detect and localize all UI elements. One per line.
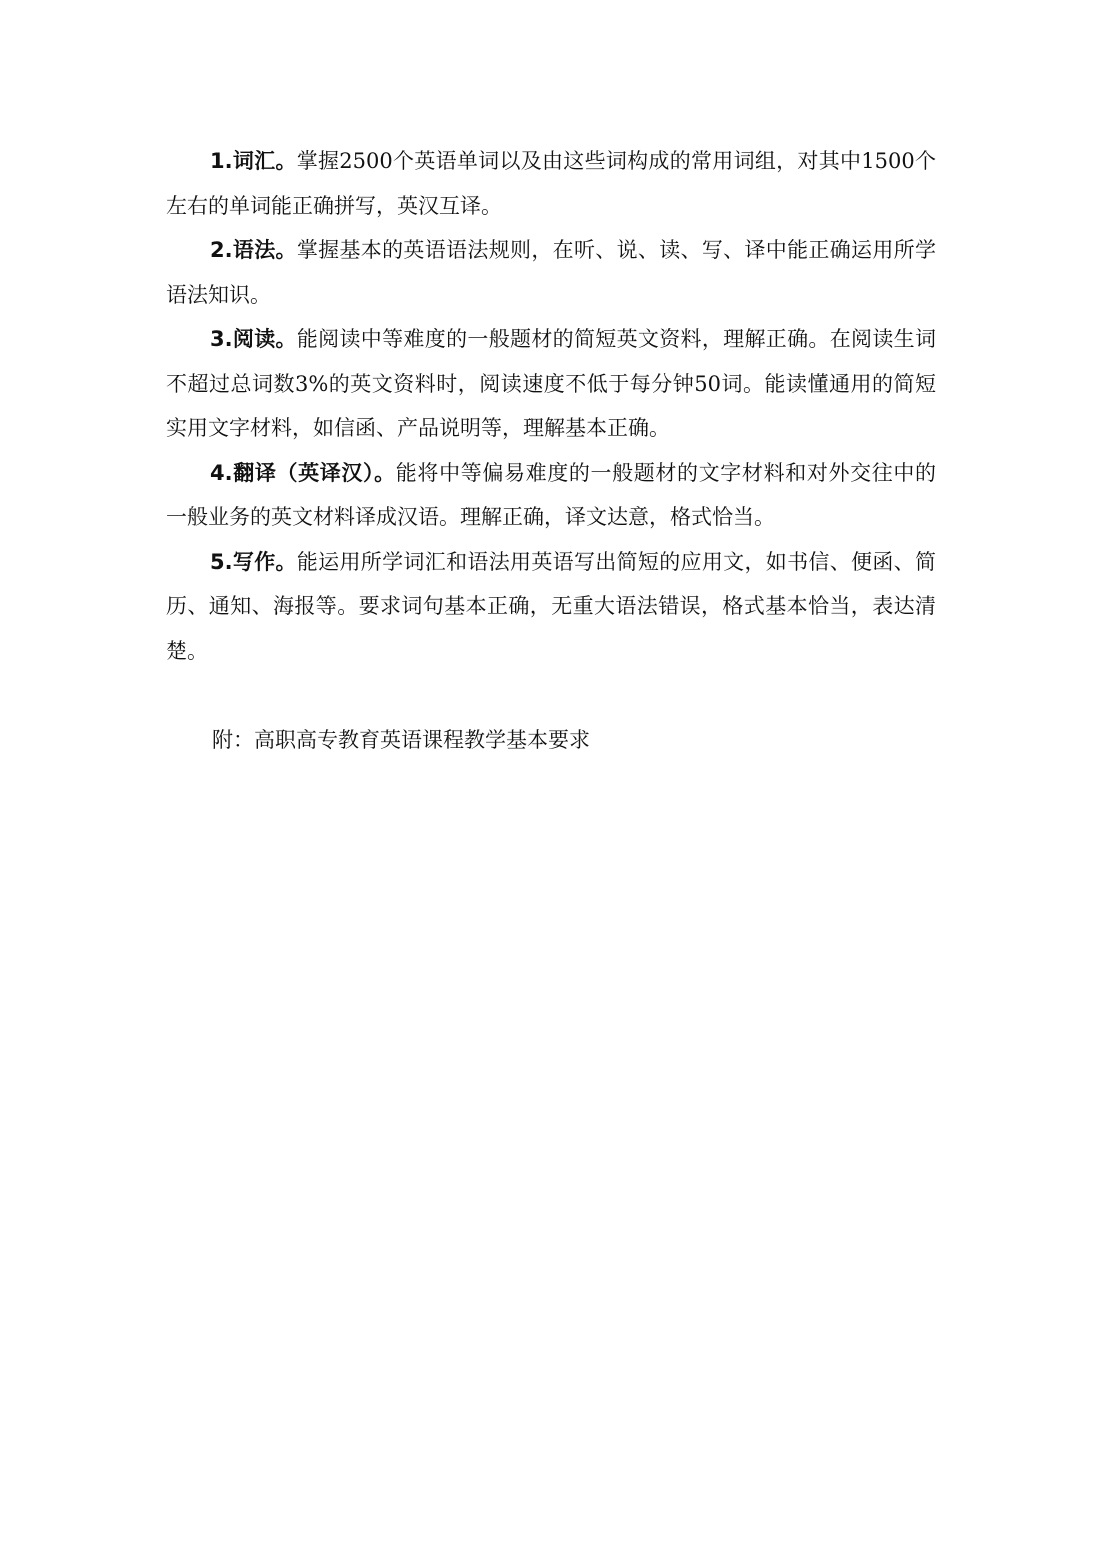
item-vocabulary xyxy=(166,139,936,228)
item-grammar xyxy=(166,228,936,317)
item-body: 掌握2500个英语单词以及由这些词构成的常用词组，对其中1500个左右的单词能正确拼写，英汉互译。 xyxy=(166,149,936,218)
item-heading: 3.阅读。 xyxy=(210,327,297,351)
item-reading xyxy=(166,317,936,451)
item-body: 能运用所学词汇和语法用英语写出简短的应用文，如书信、便函、简历、通知、海报等。要求词句基本正确，无重大语法错误，格式基本恰当，表达清楚。 xyxy=(166,549,937,663)
item-heading: 5.写作。 xyxy=(210,549,297,574)
item-translation xyxy=(166,451,936,540)
item-writing xyxy=(166,540,936,674)
item-body: 能将中等偏易难度的一般题材的文字材料和对外交往中的一般业务的英文材料译成汉语。理解正确，译文达意，格式恰当。 xyxy=(166,460,936,529)
requirements-list xyxy=(166,139,936,673)
item-heading: 4.翻译（英译汉）。 xyxy=(210,460,396,485)
item-body: 能阅读中等难度的一般题材的简短英文资料，理解正确。在阅读生词不超过总词数3%的英文资料时，阅读速度不低于每分钟50词。能读懂通用的简短实用文字材料，如信函、产品说明等，理解基本正确。 xyxy=(166,327,937,440)
item-heading: 1.词汇。 xyxy=(210,149,297,173)
appendix-note: 附：高职高专教育英语课程教学基本要求 xyxy=(212,728,590,752)
item-heading: 2.语法。 xyxy=(210,238,297,262)
item-body: 掌握基本的英语语法规则，在听、说、读、写、译中能正确运用所学语法知识。 xyxy=(166,238,937,307)
